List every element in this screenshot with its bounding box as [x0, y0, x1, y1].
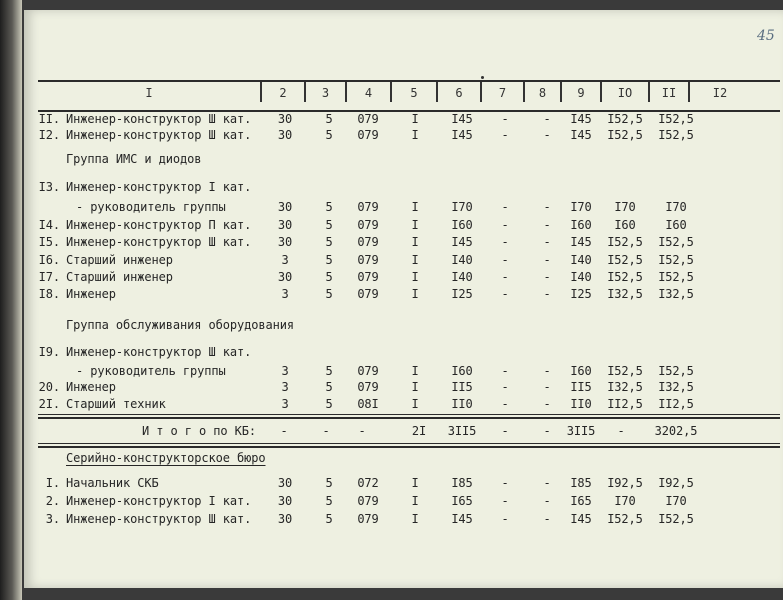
row-title: Инженер-конструктор I кат.: [66, 494, 252, 508]
cell-c10: I52,5: [607, 253, 643, 267]
cell-c5: I: [411, 364, 419, 378]
cell-c6: I40: [451, 253, 473, 267]
cell-c4: 079: [357, 235, 379, 249]
cell-c2: 30: [277, 494, 293, 508]
cell-c4: 079: [357, 364, 379, 378]
cell-c9: II0: [570, 397, 592, 411]
header-col-3: 3: [321, 86, 330, 100]
cell-c8: -: [543, 476, 551, 490]
cell-c5: I: [411, 112, 419, 126]
ink-dot: [481, 76, 484, 79]
row-number: 20.: [38, 380, 60, 394]
cell-c9: I45: [570, 512, 592, 526]
cell-c9: I40: [570, 253, 592, 267]
row-number: I7.: [38, 270, 60, 284]
cell-c7: -: [501, 494, 509, 508]
cell-c11: I52,5: [658, 512, 694, 526]
row-19-num: I9.: [38, 345, 60, 359]
cell-c2: 30: [277, 270, 293, 284]
cell-c2: 3: [281, 364, 289, 378]
cell-c5: I: [411, 512, 419, 526]
header-col-7: 7: [498, 86, 507, 100]
cell-c5: I: [411, 380, 419, 394]
header-col-12: I2: [712, 86, 728, 100]
cell-c5: I: [411, 235, 419, 249]
cell-c9: I25: [570, 287, 592, 301]
cell-c2: 30: [277, 200, 293, 214]
cell-c11: I52,5: [658, 364, 694, 378]
cell-c6: I85: [451, 476, 473, 490]
cell-c3: 5: [325, 270, 333, 284]
cell-c11: I52,5: [658, 235, 694, 249]
cell-c6: I45: [451, 112, 473, 126]
cell-c7: -: [501, 397, 509, 411]
cell-c10: I60: [614, 218, 636, 232]
cell-c8: -: [543, 270, 551, 284]
cell-c10: I32,5: [607, 287, 643, 301]
cell-c5: I: [411, 128, 419, 142]
cell-c9: I60: [570, 364, 592, 378]
cell-c7: -: [501, 218, 509, 232]
cell-c3: 5: [325, 253, 333, 267]
header-col-8: 8: [538, 86, 547, 100]
cell-c7: -: [501, 270, 509, 284]
cell-c3: 5: [325, 476, 333, 490]
cell-c3: 5: [325, 128, 333, 142]
cell-c9: I60: [570, 218, 592, 232]
cell-c3: 5: [325, 235, 333, 249]
cell-c6: I65: [451, 494, 473, 508]
cell-c8: -: [543, 397, 551, 411]
cell-c6: I40: [451, 270, 473, 284]
cell-c8: -: [543, 128, 551, 142]
row-title: Инженер-конструктор Ш кат.: [66, 235, 252, 249]
cell-c9: I45: [570, 128, 592, 142]
total-top-rule-2: [38, 417, 780, 419]
cell-c5: I: [411, 200, 419, 214]
cell-c4: 079: [357, 253, 379, 267]
cell-c5: I: [411, 218, 419, 232]
cell-c2: 30: [277, 512, 293, 526]
cell-c4: 072: [357, 476, 379, 490]
total-c9: 3II5: [566, 424, 596, 438]
cell-c3: 5: [325, 512, 333, 526]
cell-c10: I52,5: [607, 128, 643, 142]
header-col-9: 9: [577, 86, 585, 100]
row-title: Инженер-конструктор Ш кат.: [66, 128, 252, 142]
cell-c7: -: [501, 380, 509, 394]
cell-c3: 5: [325, 380, 333, 394]
row-title: Старший техник: [66, 397, 166, 411]
cell-c6: II5: [451, 380, 473, 394]
cell-c2: 30: [277, 476, 293, 490]
cell-c8: -: [543, 380, 551, 394]
cell-c11: I52,5: [658, 253, 694, 267]
cell-c5: I: [411, 397, 419, 411]
cell-c11: I60: [665, 218, 687, 232]
page-number: 45: [757, 28, 775, 44]
cell-c6: I25: [451, 287, 473, 301]
cell-c7: -: [501, 112, 509, 126]
cell-c8: -: [543, 253, 551, 267]
total-c2: -: [280, 424, 288, 438]
cell-c3: 5: [325, 397, 333, 411]
cell-c7: -: [501, 235, 509, 249]
cell-c7: -: [501, 253, 509, 267]
group-title-ims: Группа ИМС и диодов: [66, 152, 202, 166]
cell-c2: 30: [277, 218, 293, 232]
cell-c7: -: [501, 364, 509, 378]
cell-c5: I: [411, 476, 419, 490]
book-binding: [0, 0, 22, 600]
cell-c8: -: [543, 287, 551, 301]
total-c4: -: [358, 424, 366, 438]
cell-c4: 079: [357, 128, 379, 142]
cell-c2: 3: [281, 397, 289, 411]
cell-c3: 5: [325, 494, 333, 508]
cell-c9: I70: [570, 200, 592, 214]
cell-c3: 5: [325, 364, 333, 378]
total-c11: 3202,5: [654, 424, 698, 438]
cell-c8: -: [543, 235, 551, 249]
row-number: I5.: [38, 235, 60, 249]
cell-c2: 3: [281, 287, 289, 301]
total-bottom-rule-2: [38, 446, 780, 448]
cell-c4: 079: [357, 380, 379, 394]
cell-c2: 3: [281, 380, 289, 394]
row-number: 3.: [45, 512, 60, 526]
total-top-rule: [38, 414, 780, 415]
cell-c11: I70: [665, 200, 687, 214]
cell-c10: I70: [614, 200, 636, 214]
cell-c4: 079: [357, 494, 379, 508]
row-number: I4.: [38, 218, 60, 232]
cell-c7: -: [501, 287, 509, 301]
cell-c9: I45: [570, 235, 592, 249]
cell-c4: 079: [357, 512, 379, 526]
cell-c6: I45: [451, 512, 473, 526]
cell-c6: I70: [451, 200, 473, 214]
row-title: Инженер-конструктор П кат.: [66, 218, 252, 232]
cell-c10: I32,5: [607, 380, 643, 394]
row-title: Старший инженер: [66, 270, 173, 284]
cell-c10: I52,5: [607, 364, 643, 378]
cell-c10: I52,5: [607, 512, 643, 526]
cell-c8: -: [543, 112, 551, 126]
row-title: Инженер-конструктор Ш кат.: [66, 512, 252, 526]
cell-c6: I60: [451, 364, 473, 378]
cell-c4: 079: [357, 112, 379, 126]
cell-c11: I70: [665, 494, 687, 508]
cell-c11: II2,5: [658, 397, 694, 411]
cell-c11: I52,5: [658, 270, 694, 284]
cell-c6: I45: [451, 128, 473, 142]
cell-c8: -: [543, 364, 551, 378]
row-number: II.: [38, 112, 60, 126]
header-col-4: 4: [364, 86, 373, 100]
row-title: Инженер: [66, 380, 116, 394]
cell-c2: 3: [281, 253, 289, 267]
row-number: I.: [45, 476, 60, 490]
total-c7: -: [501, 424, 509, 438]
cell-c3: 5: [325, 112, 333, 126]
cell-c10: I52,5: [607, 270, 643, 284]
cell-c2: 30: [277, 235, 293, 249]
cell-c6: I60: [451, 218, 473, 232]
cell-c4: 079: [357, 200, 379, 214]
total-c5: 2I: [411, 424, 427, 438]
cell-c7: -: [501, 200, 509, 214]
cell-c3: 5: [325, 218, 333, 232]
cell-c11: I52,5: [658, 128, 694, 142]
row-title: - руководитель группы: [76, 200, 226, 214]
total-bottom-rule: [38, 443, 780, 444]
cell-c5: I: [411, 287, 419, 301]
cell-c4: 08I: [357, 397, 379, 411]
cell-c8: -: [543, 494, 551, 508]
cell-c11: I32,5: [658, 380, 694, 394]
row-13-num: I3.: [38, 180, 60, 194]
row-title: Инженер-конструктор Ш кат.: [66, 112, 252, 126]
cell-c7: -: [501, 476, 509, 490]
total-c10: -: [617, 424, 625, 438]
cell-c10: I52,5: [607, 112, 643, 126]
total-label: И т о г о по КБ:: [142, 424, 256, 438]
cell-c2: 30: [277, 128, 293, 142]
group-title-maintenance: Группа обслуживания оборудования: [66, 318, 294, 332]
cell-c4: 079: [357, 287, 379, 301]
cell-c4: 079: [357, 270, 379, 284]
row-number: I8.: [38, 287, 60, 301]
cell-c8: -: [543, 200, 551, 214]
cell-c3: 5: [325, 200, 333, 214]
cell-c10: I92,5: [607, 476, 643, 490]
cell-c9: I85: [570, 476, 592, 490]
cell-c9: I65: [570, 494, 592, 508]
header-col-10: IO: [617, 86, 633, 100]
row-19-title: Инженер-конструктор Ш кат.: [66, 345, 252, 359]
row-title: Старший инженер: [66, 253, 173, 267]
row-number: 2.: [45, 494, 60, 508]
cell-c2: 30: [277, 112, 293, 126]
header-col-2: 2: [279, 86, 287, 100]
cell-c9: II5: [570, 380, 592, 394]
total-c3: -: [322, 424, 330, 438]
cell-c9: I40: [570, 270, 592, 284]
cell-c10: I70: [614, 494, 636, 508]
cell-c5: I: [411, 494, 419, 508]
total-c8: -: [543, 424, 551, 438]
total-c6: 3II5: [447, 424, 477, 438]
cell-c7: -: [501, 128, 509, 142]
cell-c8: -: [543, 512, 551, 526]
header-top-rule: [38, 80, 780, 82]
row-title: Начальник СКБ: [66, 476, 159, 490]
cell-c11: I92,5: [658, 476, 694, 490]
row-13-title: Инженер-конструктор I кат.: [66, 180, 252, 194]
header-col-1: I: [145, 86, 153, 100]
cell-c5: I: [411, 253, 419, 267]
cell-c6: I45: [451, 235, 473, 249]
row-number: I2.: [38, 128, 60, 142]
cell-c10: II2,5: [607, 397, 643, 411]
cell-c4: 079: [357, 218, 379, 232]
cell-c11: I32,5: [658, 287, 694, 301]
row-number: I6.: [38, 253, 60, 267]
cell-c5: I: [411, 270, 419, 284]
cell-c8: -: [543, 218, 551, 232]
cell-c6: II0: [451, 397, 473, 411]
header-col-11: II: [661, 86, 677, 100]
cell-c11: I52,5: [658, 112, 694, 126]
document-page: [24, 10, 783, 588]
cell-c10: I52,5: [607, 235, 643, 249]
cell-c7: -: [501, 512, 509, 526]
row-title: Инженер: [66, 287, 116, 301]
row-title: - руководитель группы: [76, 364, 226, 378]
section-title-skb: Серийно-конструкторское бюро: [66, 451, 266, 465]
cell-c9: I45: [570, 112, 592, 126]
header-col-6: 6: [455, 86, 463, 100]
header-col-5: 5: [410, 86, 418, 100]
row-number: 2I.: [38, 397, 60, 411]
cell-c3: 5: [325, 287, 333, 301]
